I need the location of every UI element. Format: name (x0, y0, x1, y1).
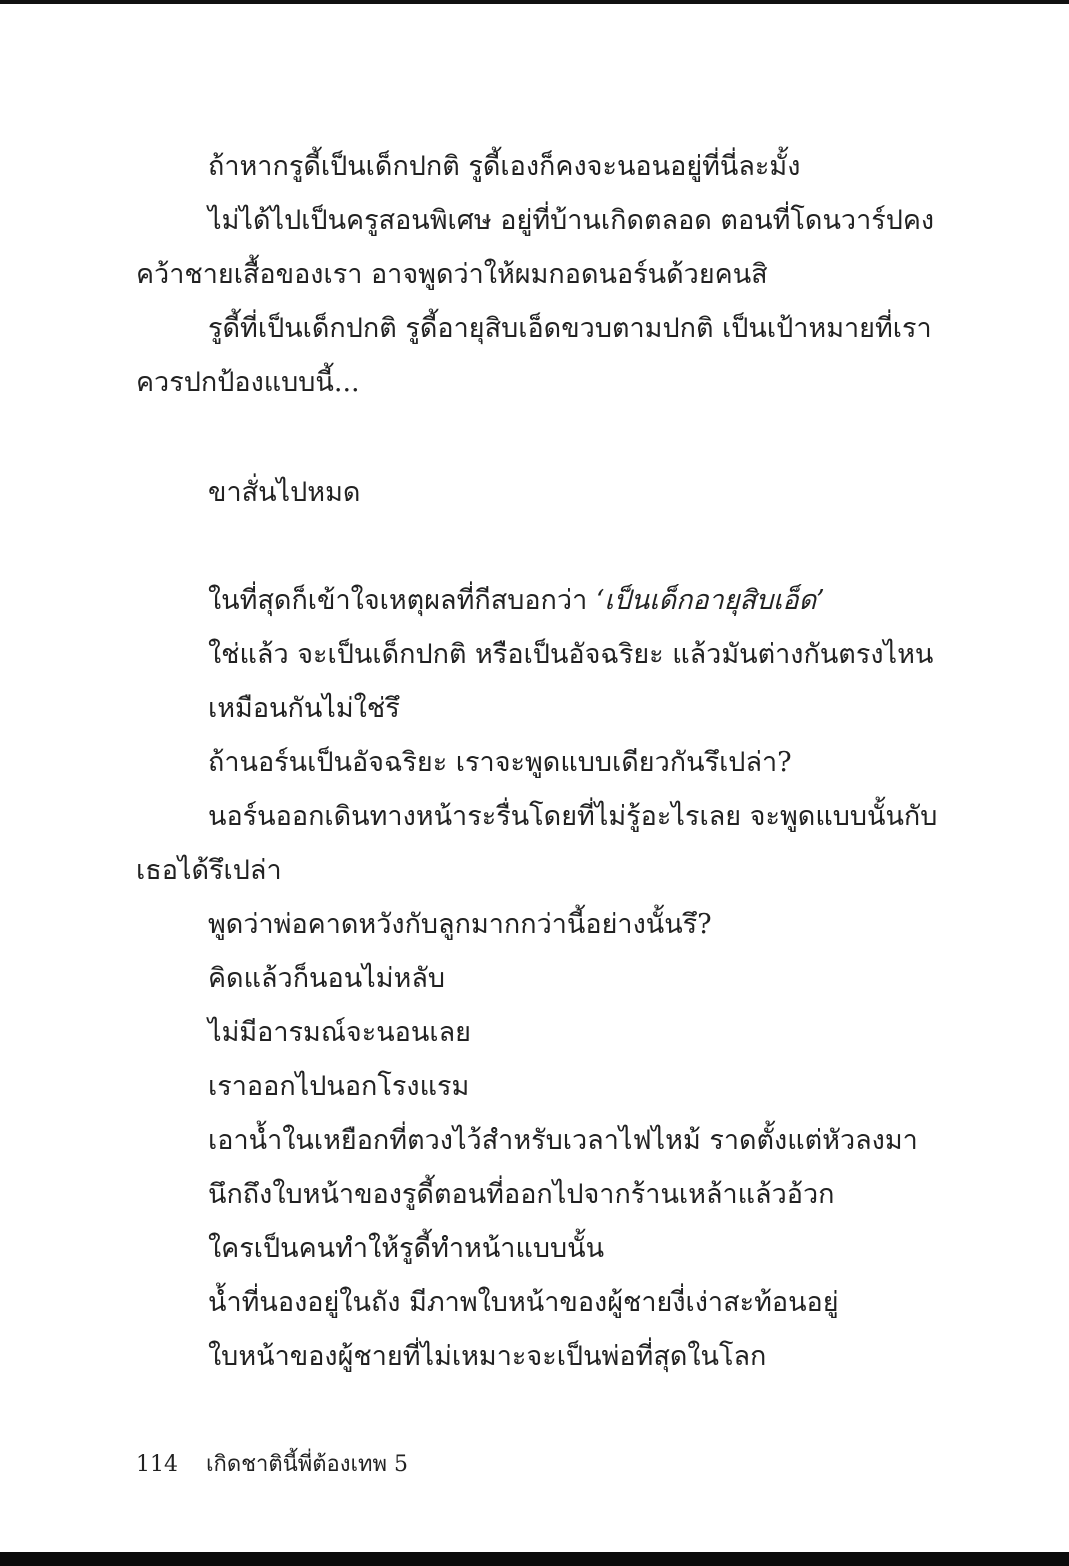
page-footer (136, 1450, 408, 1480)
text-line (208, 583, 825, 619)
page-number: 114 (136, 1452, 178, 1477)
text-line: คิดแล้วก็นอนไม่หลับ (208, 963, 446, 994)
text-line: เหมือนกันไม่ใช่รึ (208, 693, 400, 724)
book-title: เกิดชาตินี้พี่ต้องเทพ 5 (206, 1452, 408, 1477)
text-line: ควรปกป้องแบบนี้... (136, 367, 360, 398)
text-line: เธอได้รึเปล่า (136, 855, 282, 886)
text-line: เอาน้ำในเหยือกที่ตวงไว้สำหรับเวลาไฟไหม้ ราดตั้งแต่หัวลงมา (208, 1125, 918, 1156)
text-line: พูดว่าพ่อคาดหวังกับลูกมากกว่านี้อย่างนั้นรึ? (208, 909, 712, 940)
text-line: ไม่มีอารมณ์จะนอนเลย (208, 1017, 471, 1048)
text-line: เราออกไปนอกโรงแรม (208, 1071, 470, 1102)
bottom-border (0, 1552, 1069, 1566)
text-line: นึกถึงใบหน้าของรูดี้ตอนที่ออกไปจากร้านเหล้าแล้วอ้วก (208, 1179, 835, 1210)
text-line: ถ้าหากรูดี้เป็นเด็กปกติ รูดี้เองก็คงจะนอนอยู่ที่นี่ละมั้ง (208, 151, 801, 182)
text-line: นอร์นออกเดินทางหน้าระรื่นโดยที่ไม่รู้อะไรเลย จะพูดแบบนั้นกับ (208, 801, 938, 832)
text-segment: ในที่สุดก็เข้าใจเหตุผลที่กีสบอกว่า (208, 585, 596, 616)
text-line: ขาสั่นไปหมด (208, 477, 361, 508)
emphasis-text: ‘เป็นเด็กอายุสิบเอ็ด’ (595, 585, 825, 616)
text-line: ใบหน้าของผู้ชายที่ไม่เหมาะจะเป็นพ่อที่สุดในโลก (208, 1341, 767, 1372)
text-line: ใช่แล้ว จะเป็นเด็กปกติ หรือเป็นอัจฉริยะ แล้วมันต่างกันตรงไหน (208, 639, 934, 670)
top-border (0, 0, 1069, 4)
text-line: คว้าชายเสื้อของเรา อาจพูดว่าให้ผมกอดนอร์นด้วยคนสิ (136, 259, 768, 290)
text-line: ถ้านอร์นเป็นอัจฉริยะ เราจะพูดแบบเดียวกันรึเปล่า? (208, 747, 792, 778)
text-line: ไม่ได้ไปเป็นครูสอนพิเศษ อยู่ที่บ้านเกิดตลอด ตอนที่โดนวาร์ปคง (208, 205, 935, 236)
text-line: น้ำที่นองอยู่ในถัง มีภาพใบหน้าของผู้ชายงี่เง่าสะท้อนอยู่ (208, 1287, 839, 1318)
text-line: รูดี้ที่เป็นเด็กปกติ รูดี้อายุสิบเอ็ดขวบตามปกติ เป็นเป้าหมายที่เรา (208, 313, 932, 344)
text-line: ใครเป็นคนทำให้รูดี้ทำหน้าแบบนั้น (208, 1233, 605, 1264)
